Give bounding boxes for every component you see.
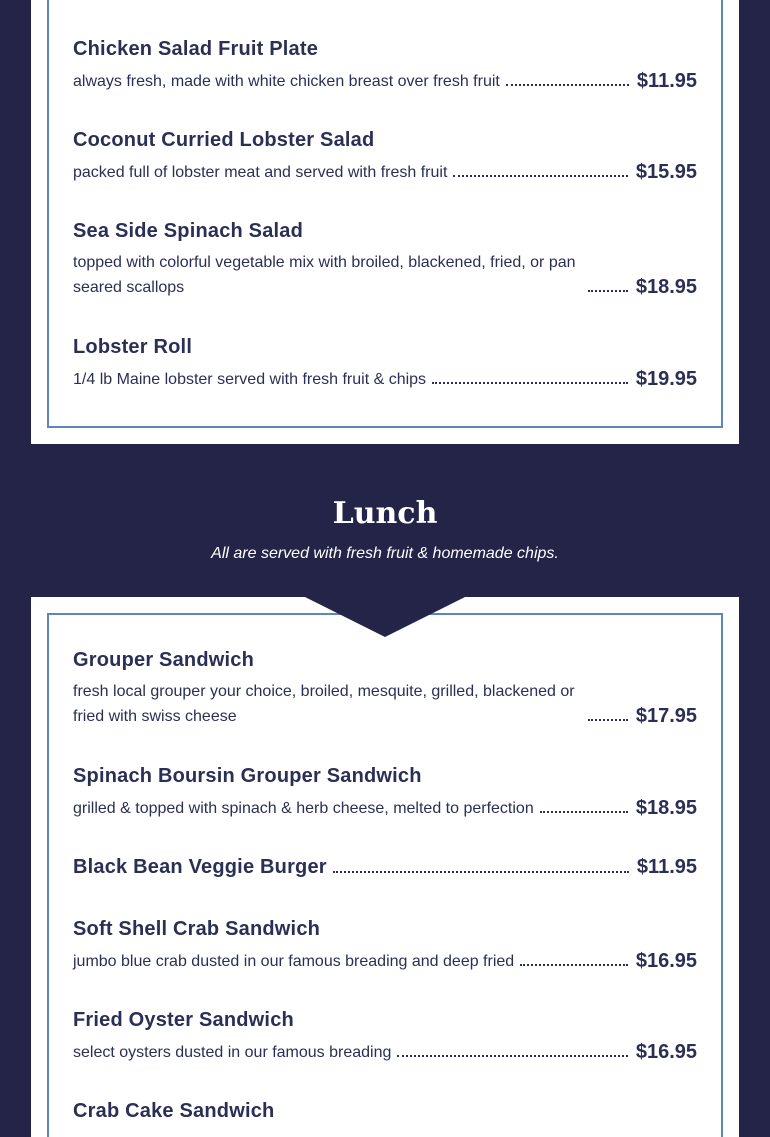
- menu-item-price: $18.95: [635, 797, 697, 819]
- dotted-leader: [588, 290, 628, 292]
- menu-item: [73, 36, 697, 94]
- menu-item-price: $16.95: [635, 950, 697, 972]
- menu-item-price: $16.95: [635, 1041, 697, 1063]
- menu-item-description: select oysters dusted in our famous breading: [73, 1044, 392, 1061]
- dotted-leader: [588, 719, 628, 721]
- menu-item-name: Soft Shell Crab Sandwich: [73, 918, 321, 940]
- menu-item-name: Sea Side Spinach Salad: [73, 220, 304, 242]
- menu-item: [73, 334, 697, 392]
- menu-item: [73, 647, 697, 729]
- menu-item: [73, 916, 697, 974]
- menu-item-price: $15.95: [635, 161, 697, 183]
- menu-item-description: always fresh, made with white chicken breast over fresh fruit: [73, 73, 500, 90]
- menu-item-name: Fried Oyster Sandwich: [73, 1009, 294, 1031]
- lunch-menu-card: [31, 597, 739, 1137]
- menu-item: [73, 854, 697, 880]
- section-subtitle: All are served with fresh fruit & homemade chips.: [211, 545, 559, 562]
- menu-item-price: $11.95: [636, 856, 697, 878]
- dotted-leader: [397, 1055, 627, 1057]
- menu-item: [73, 1007, 697, 1065]
- dotted-leader: [432, 382, 628, 384]
- menu-item-description: grilled & topped with spinach & herb cheese, melted to perfection: [73, 800, 534, 817]
- salads-menu-card: [31, 0, 739, 444]
- menu-item: [73, 218, 697, 300]
- menu-item-description: packed full of lobster meat and served with fresh fruit: [73, 164, 448, 181]
- dotted-leader: [520, 964, 628, 966]
- notch-chevron-icon: [305, 597, 465, 637]
- menu-item-price: $19.95: [635, 368, 697, 390]
- menu-item-name: Spinach Boursin Grouper Sandwich: [73, 765, 422, 787]
- menu-item-description: 1/4 lb Maine lobster served with fresh fruit & chips: [73, 371, 427, 388]
- dotted-leader: [453, 175, 627, 177]
- menu-item-price: $11.95: [636, 70, 697, 92]
- dotted-leader: [506, 84, 629, 86]
- menu-item-price: $17.95: [635, 705, 697, 727]
- menu-item: [73, 127, 697, 185]
- menu-item-description: fresh local grouper your choice, broiled, mesquite, grilled, blackened or fried with swiss cheese: [73, 683, 575, 725]
- section-title: Lunch: [332, 496, 438, 531]
- menu-item-name: Black Bean Veggie Burger: [73, 856, 327, 878]
- menu-item-name: Grouper Sandwich: [73, 649, 255, 671]
- menu-item-description: jumbo blue crab dusted in our famous breading and deep fried: [73, 953, 515, 970]
- menu-item-description: topped with colorful vegetable mix with broiled, blackened, fried, or pan seared scallops: [73, 254, 576, 296]
- menu-item-name: Crab Cake Sandwich: [73, 1100, 275, 1122]
- menu-item: [73, 763, 697, 821]
- menu-item-price: $18.95: [635, 276, 697, 298]
- dotted-leader: [333, 871, 629, 873]
- menu-item-name: Chicken Salad Fruit Plate: [73, 38, 319, 60]
- menu-item-name: Lobster Roll: [73, 336, 193, 358]
- menu-item-name: Coconut Curried Lobster Salad: [73, 129, 375, 151]
- menu-item: [73, 1098, 697, 1124]
- dotted-leader: [540, 811, 628, 813]
